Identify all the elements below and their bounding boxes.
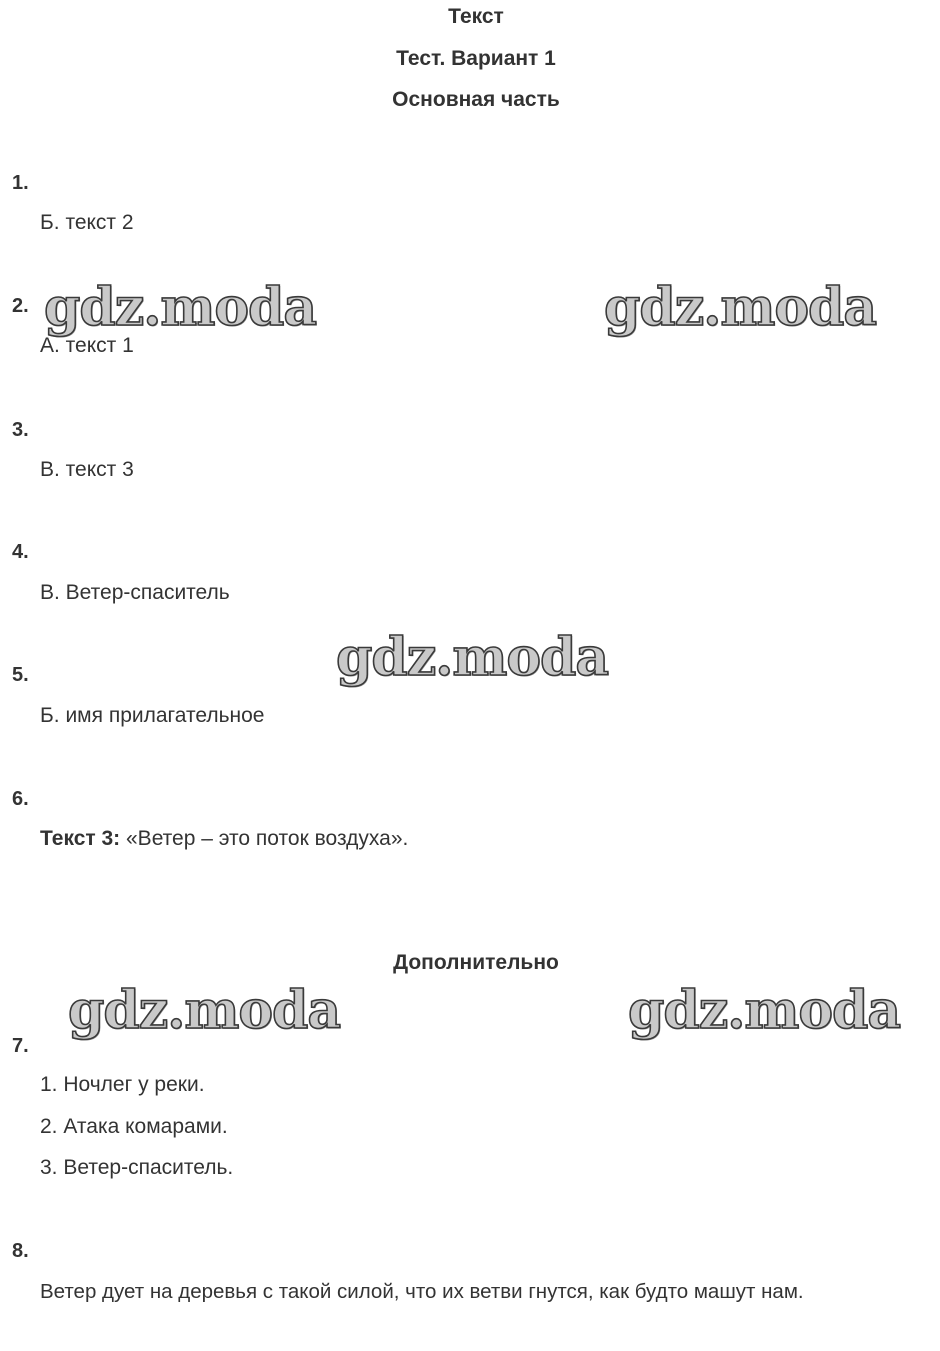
answer-2: А. текст 1 xyxy=(40,334,134,357)
question-number-4: 4. xyxy=(12,541,29,563)
watermark-logo: gdz.moda xyxy=(68,980,341,1041)
question-number-6: 6. xyxy=(12,788,29,810)
answer-8: Ветер дует на деревья с такой силой, что их ветви гнутся, как будто машут нам. xyxy=(40,1280,804,1303)
question-number-2: 2. xyxy=(12,295,29,317)
additional-heading: Дополнительно xyxy=(393,951,559,974)
plan-item-3: 3. Ветер-спаситель. xyxy=(40,1156,234,1179)
watermark-logo: gdz.moda xyxy=(628,980,901,1041)
question-number-5: 5. xyxy=(12,664,29,686)
variant-heading: Тест. Вариант 1 xyxy=(396,47,556,70)
question-number-1: 1. xyxy=(12,172,29,194)
question-number-8: 8. xyxy=(12,1240,29,1262)
answer-5: Б. имя прилагательное xyxy=(40,704,265,727)
watermark-logo: gdz.moda xyxy=(604,277,877,338)
answer-4: В. Ветер-спаситель xyxy=(40,581,230,604)
answer-1: Б. текст 2 xyxy=(40,211,134,234)
watermark-logo: gdz.moda xyxy=(336,627,609,688)
answer-6-text: «Ветер – это поток воздуха». xyxy=(120,827,409,850)
answer-3: В. текст 3 xyxy=(40,458,134,481)
plan-item-1: 1. Ночлег у реки. xyxy=(40,1073,205,1096)
watermark-logo: gdz.moda xyxy=(44,277,317,338)
main-part-heading: Основная часть xyxy=(392,88,560,111)
document-title: Текст xyxy=(448,5,504,28)
question-number-7: 7. xyxy=(12,1035,29,1057)
question-number-3: 3. xyxy=(12,419,29,441)
answer-6 xyxy=(40,827,408,851)
answer-6-label: Текст 3: xyxy=(40,827,121,850)
plan-item-2: 2. Атака комарами. xyxy=(40,1115,228,1138)
